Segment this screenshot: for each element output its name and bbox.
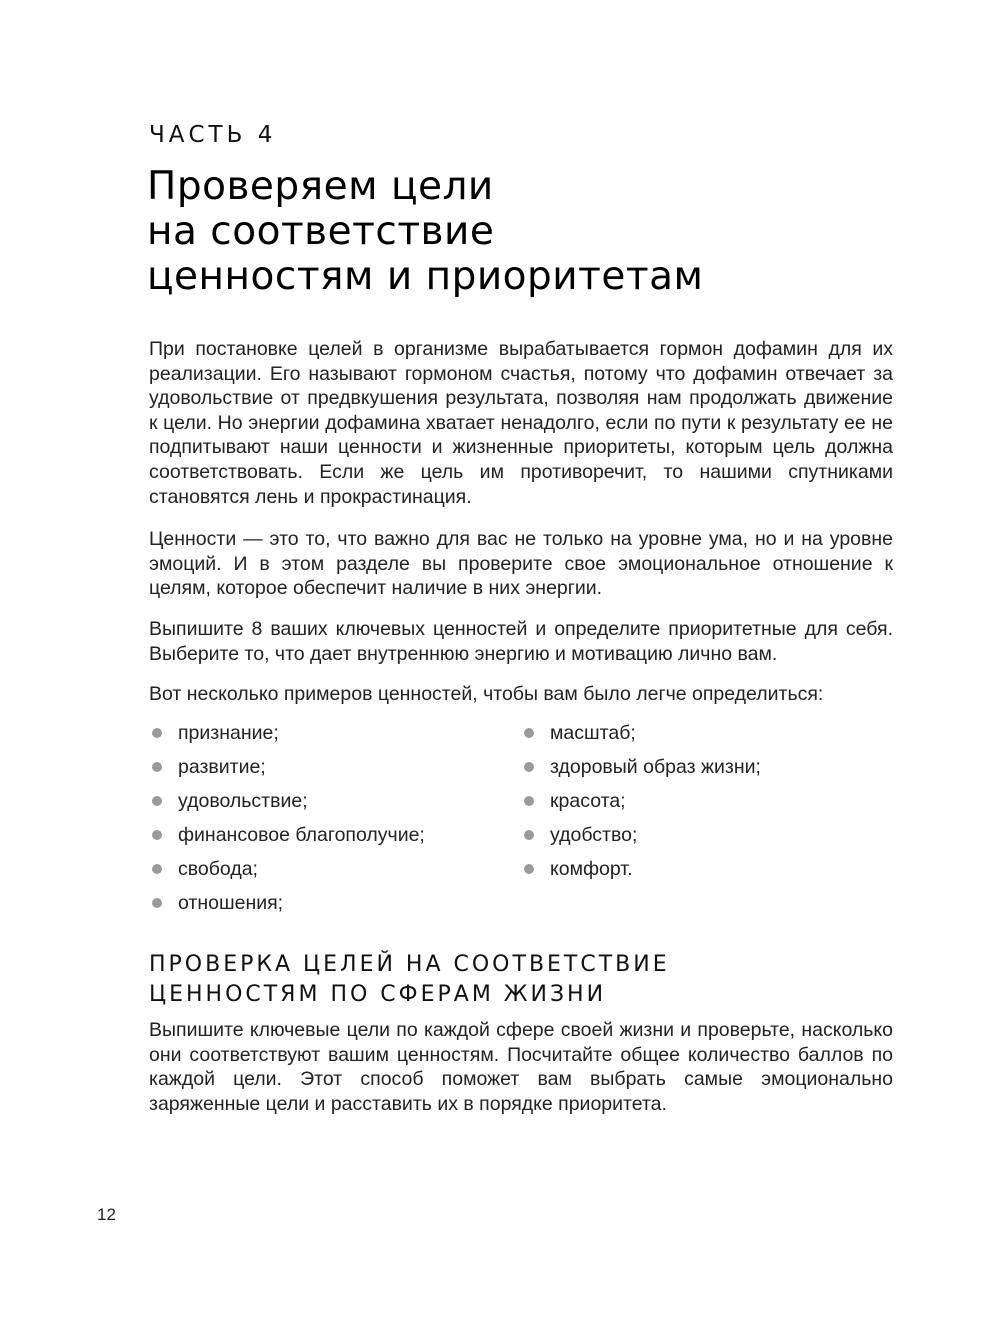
list-item bbox=[521, 784, 893, 818]
list-item bbox=[149, 886, 521, 920]
bullet-icon bbox=[152, 762, 162, 772]
list-item-text: финансовое благополучие; bbox=[178, 823, 425, 846]
page-title bbox=[147, 164, 703, 299]
list-item-text: удовольствие; bbox=[178, 789, 308, 812]
part-label: ЧАСТЬ 4 bbox=[149, 122, 277, 148]
list-item bbox=[521, 750, 893, 784]
list-item bbox=[521, 716, 893, 750]
list-item bbox=[521, 852, 893, 886]
list-item bbox=[149, 716, 521, 750]
paragraph-intro: При постановке целей в организме вырабатывается гормон дофамин для их реализации. Его называют гормоном счастья, потому что дофамин отвечает за удовольствие от предвкушения результата, позволяя нам продолжать движение к цели. Но энергии дофамина хватает ненадолго, если по пути к результату ее не подпитывают наши ценности и жизненные приоритеты, которым цель должна соответствовать. Если же цель им противоречит, то нашими спутниками становятся лень и прокрастинация. bbox=[149, 338, 893, 508]
list-item bbox=[521, 818, 893, 852]
list-item-text: комфорт. bbox=[550, 857, 633, 880]
paragraph-examples-intro: Вот несколько примеров ценностей, чтобы вам было легче определиться: bbox=[149, 683, 824, 705]
bullet-icon bbox=[152, 898, 162, 908]
values-list bbox=[149, 716, 893, 920]
bullet-icon bbox=[152, 830, 162, 840]
title-line: Проверяем цели bbox=[147, 164, 494, 209]
title-line: на соответствие bbox=[147, 209, 495, 254]
list-item bbox=[149, 818, 521, 852]
list-item-text: признание; bbox=[178, 721, 279, 744]
bullet-icon bbox=[524, 830, 534, 840]
bullet-icon bbox=[152, 864, 162, 874]
list-item-text: здоровый образ жизни; bbox=[550, 755, 761, 778]
title-line: ценностям и приоритетам bbox=[147, 254, 704, 299]
bullet-icon bbox=[524, 864, 534, 874]
list-item-text: красота; bbox=[550, 789, 626, 812]
values-list-right bbox=[521, 716, 893, 920]
values-list-left bbox=[149, 716, 521, 920]
list-item bbox=[149, 750, 521, 784]
list-item bbox=[149, 852, 521, 886]
bullet-icon bbox=[152, 796, 162, 806]
list-item-text: свобода; bbox=[178, 857, 258, 880]
bullet-icon bbox=[524, 762, 534, 772]
section-heading bbox=[149, 950, 670, 1010]
bullet-icon bbox=[152, 728, 162, 738]
bullet-icon bbox=[524, 728, 534, 738]
section-heading-line: ПРОВЕРКА ЦЕЛЕЙ НА СООТВЕТСТВИЕ bbox=[149, 952, 670, 977]
list-item-text: развитие; bbox=[178, 755, 266, 778]
bullet-icon bbox=[524, 796, 534, 806]
list-item bbox=[149, 784, 521, 818]
page-number: 12 bbox=[97, 1205, 116, 1224]
paragraph-instruction: Выпишите 8 ваших ключевых ценностей и определите приоритетные для себя. Выберите то, что дает внутреннюю энергию и мотивацию лично вам. bbox=[149, 618, 893, 665]
section-paragraph: Выпишите ключевые цели по каждой сфере своей жизни и проверьте, насколько они соответствуют вашим ценностям. Посчитайте общее количество баллов по каждой цели. Этот способ поможет вам выбрать самые эмоционально заряженные цели и расставить их в порядке приоритета. bbox=[149, 1019, 893, 1115]
paragraph-values: Ценности — это то, что важно для вас не только на уровне ума, но и на уровне эмоций. И в этом разделе вы проверите свое эмоциональное отношение к целям, которое обеспечит наличие в них энергии. bbox=[149, 528, 893, 600]
list-item-text: масштаб; bbox=[550, 721, 636, 744]
section-heading-line: ЦЕННОСТЯМ ПО СФЕРАМ ЖИЗНИ bbox=[149, 982, 607, 1007]
list-item-text: отношения; bbox=[178, 891, 284, 914]
list-item-text: удобство; bbox=[550, 823, 638, 846]
